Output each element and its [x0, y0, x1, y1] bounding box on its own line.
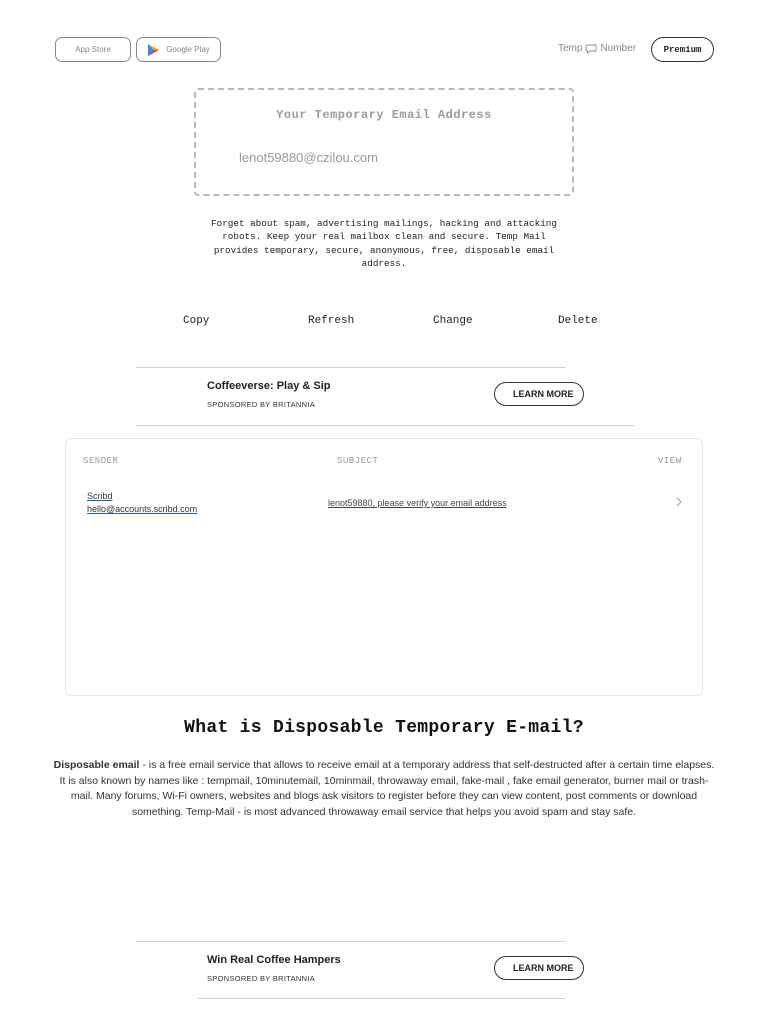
- temp-number-right: Number: [600, 43, 637, 54]
- premium-label: Premium: [663, 44, 702, 55]
- ad-sponsor: SPONSORED BY BRITANNIA: [207, 974, 316, 983]
- ad-sponsor: SPONSORED BY BRITANNIA: [207, 400, 316, 409]
- ad-button-clip: [494, 382, 574, 408]
- app-store-button[interactable]: [55, 37, 131, 62]
- delete-button[interactable]: Delete: [558, 315, 598, 327]
- info-body: - is a free email service that allows to receive email at a temporary address that self-destructed after a certain time elapses. It is also known by names like : tempmail, 10minutemail, 10minmail, throwaway email, fake-mail , fake email generator, burner mail or trash-mail. Many forums, Wi-Fi owners, websites and blogs ask visitors to register before they can view content, post comments or download something. Temp-Mail - is most advanced throwaway email service that helps you avoid spam and stay safe.: [59, 759, 715, 818]
- info-section-title: What is Disposable Temporary E-mail?: [184, 718, 584, 738]
- copy-button[interactable]: Copy: [183, 315, 210, 327]
- play-store-icon: [147, 43, 160, 57]
- chat-bubble-icon: [585, 44, 597, 54]
- temp-number-left: Temp: [558, 43, 583, 54]
- ad-divider-top: [136, 367, 565, 368]
- ad-learn-more-button[interactable]: LEARN MORE: [494, 956, 584, 980]
- sender-email[interactable]: hello@accounts.scribd.com: [87, 504, 198, 514]
- ad-title[interactable]: Coffeeverse: Play & Sip: [207, 380, 331, 392]
- ad-title[interactable]: Win Real Coffee Hampers: [207, 954, 341, 966]
- sender-name[interactable]: Scribd: [87, 491, 113, 501]
- ad-learn-more-button[interactable]: LEARN MORE: [494, 382, 584, 406]
- google-play-label: Google Play: [166, 45, 210, 54]
- email-box-title: Your Temporary Email Address: [276, 108, 492, 122]
- ad-divider-bottom: [136, 425, 634, 426]
- column-header-sender: SENDER: [83, 456, 119, 466]
- chevron-right-icon[interactable]: [672, 495, 686, 509]
- change-button[interactable]: Change: [433, 315, 473, 327]
- ad-button-clip: [494, 956, 574, 982]
- info-lead: Disposable email: [53, 759, 140, 771]
- premium-button[interactable]: [651, 37, 714, 62]
- inbox-table: [65, 438, 703, 696]
- google-play-button[interactable]: [136, 37, 221, 62]
- service-description: Forget about spam, advertising mailings, hacking and attacking robots. Keep your real mailbox clean and secure. Temp Mail provides temporary, secure, anonymous, free, disposable email address.: [211, 218, 557, 269]
- temporary-email-address[interactable]: lenot59880@czilou.com: [239, 150, 378, 165]
- temp-number-link[interactable]: [558, 43, 636, 54]
- app-store-label: App Store: [75, 45, 111, 54]
- temporary-email-box: [194, 88, 574, 196]
- column-header-subject: SUBJECT: [337, 456, 379, 466]
- message-subject[interactable]: lenot59880, please verify your email address: [328, 498, 507, 508]
- ad-divider-bottom: [198, 998, 565, 999]
- ad-divider-top: [136, 941, 565, 942]
- info-section-body: [52, 758, 716, 820]
- refresh-button[interactable]: Refresh: [308, 315, 355, 327]
- column-header-view: VIEW: [658, 456, 682, 466]
